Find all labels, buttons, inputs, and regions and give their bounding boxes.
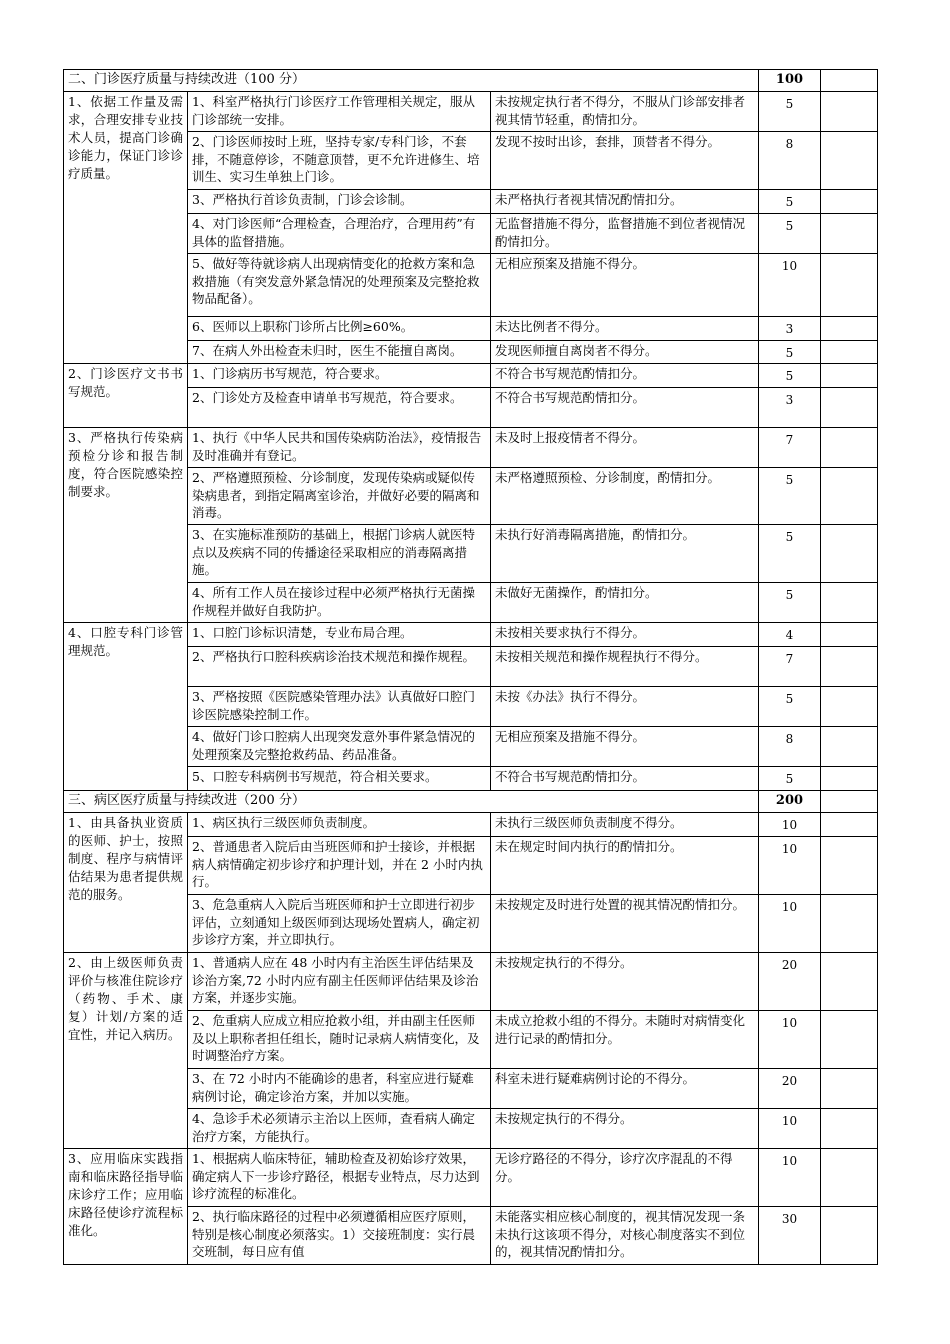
item-cell: [188, 1207, 491, 1265]
blank-cell: [821, 1069, 878, 1109]
item-text: 7、在病人外出检查未归时，医生不能擅自离岗。: [192, 342, 463, 358]
criteria-cell: 未严格执行者视其情况酌情扣分。: [491, 190, 759, 214]
item-cell: 2、严格遵照预检、分诊制度，发现传染病或疑似传染病患者，到指定隔离室诊治，并做好必要的隔离和消毒。: [188, 468, 491, 525]
blank-cell: [821, 687, 878, 727]
item-cell: [188, 340, 491, 364]
item-cell: 4、做好门诊口腔病人出现突发意外事件紧急情况的处理预案及完整抢救药品、药品准备。: [188, 727, 491, 767]
criteria-cell: 无诊疗路径的不得分，诊疗次序混乱的不得分。: [491, 1149, 759, 1207]
criteria-cell: 未按规定执行的不得分。: [491, 1109, 759, 1149]
section-total-score: 200: [759, 791, 821, 813]
item-cell: 1、科室严格执行门诊医疗工作管理相关规定，服从门诊部统一安排。: [188, 92, 491, 132]
criteria-cell: 未达比例者不得分。: [491, 317, 759, 341]
blank-cell: [821, 92, 878, 132]
item-cell: 4、急诊手术必须请示主治以上医师，查看病人确定治疗方案，方能执行。: [188, 1109, 491, 1149]
item-cell: 3、危急重病人入院后当班医师和护士立即进行初步评估，立刻通知上级医师到达现场处置病人，确定初步诊疗方案，并立即执行。: [188, 895, 491, 953]
item-cell: 3、严格执行首诊负责制，门诊会诊制。: [188, 190, 491, 214]
item-cell: 1、根据病人临床特征，辅助检查及初始诊疗效果，确定病人下一步诊疗路径，根据专业特点，尽力达到诊疗流程的标准化。: [188, 1149, 491, 1207]
item-cell: 6、医师以上职称门诊所占比例≥60%。: [188, 317, 491, 341]
blank-cell: [821, 727, 878, 767]
item-cell: 1、口腔门诊标识清楚，专业布局合理。: [188, 623, 491, 647]
blank-cell: [821, 813, 878, 837]
item-cell: 2、严格执行口腔科疾病诊治技术规范和操作规程。: [188, 647, 491, 687]
score-cell: 5: [759, 468, 821, 525]
score-cell: 10: [759, 1109, 821, 1149]
blank-cell: [821, 132, 878, 190]
blank-cell: [821, 340, 878, 364]
score-cell: 5: [759, 583, 821, 623]
score-cell: 5: [759, 214, 821, 254]
item-cell: 4、所有工作人员在接诊过程中必须严格执行无菌操作规程并做好自我防护。: [188, 583, 491, 623]
blank-cell: [821, 364, 878, 388]
score-cell: 3: [759, 317, 821, 341]
blank-cell: [821, 190, 878, 214]
blank-cell: [821, 953, 878, 1011]
score-cell: 7: [759, 647, 821, 687]
score-cell: 4: [759, 623, 821, 647]
blank-cell: [821, 1011, 878, 1069]
blank-cell: [821, 1109, 878, 1149]
blank-cell: [821, 767, 878, 791]
blank-cell: [821, 468, 878, 525]
criteria-cell: 未按规定执行的不得分。: [491, 953, 759, 1011]
score-cell: 5: [759, 364, 821, 388]
category-cell: 3、应用临床实践指南和临床路径指导临床诊疗工作；应用临床路径使诊疗流程标准化。: [64, 1149, 188, 1265]
category-cell: 2、由上级医师负责评价与核准住院诊疗（药物、手术、康复）计划/方案的适宜性，并记入病历。: [64, 953, 188, 1149]
score-cell: 5: [759, 190, 821, 214]
category-cell: 1、依据工作量及需求，合理安排专业技术人员，提高门诊确诊能力，保证门诊诊疗质量。: [64, 92, 188, 364]
item-cell: 2、门诊医师按时上班，坚持专家/专科门诊，不套排，不随意停诊，不随意顶替，更不允许进修生、培训生、实习生单独上门诊。: [188, 132, 491, 190]
criteria-cell: 无相应预案及措施不得分。: [491, 727, 759, 767]
score-cell: 5: [759, 687, 821, 727]
criteria-cell: 未按相关规范和操作规程执行不得分。: [491, 647, 759, 687]
criteria-cell: 未能落实相应核心制度的，视其情况发现一条未执行这该项不得分，对核心制度落实不到位的，视其情况酌情扣分。: [491, 1207, 759, 1265]
score-cell: 5: [759, 525, 821, 583]
item-cell: 2、危重病人应成立相应抢救小组，并由副主任医师及以上职称者担任组长，随时记录病人病情变化，及时调整治疗方案。: [188, 1011, 491, 1069]
blank-cell: [821, 428, 878, 468]
criteria-cell: 不符合书写规范酌情扣分。: [491, 364, 759, 388]
item-cell: 5、口腔专科病例书写规范，符合相关要求。: [188, 767, 491, 791]
blank-cell: [821, 1207, 878, 1265]
blank-cell: [821, 837, 878, 895]
blank-cell: [821, 647, 878, 687]
score-cell: 8: [759, 132, 821, 190]
criteria-cell: 未成立抢救小组的不得分。未随时对病情变化进行记录的酌情扣分。: [491, 1011, 759, 1069]
score-cell: 20: [759, 1069, 821, 1109]
item-text: 2、执行临床路径的过程中必须遵循相应医疗原则，特别是核心制度必须落实。1）交接班制度：实行晨交班制，每日应有值: [192, 1209, 475, 1259]
item-cell: 3、在 72 小时内不能确诊的患者，科室应进行疑难病例讨论，确定诊治方案，并加以实施。: [188, 1069, 491, 1109]
criteria-cell: 无监督措施不得分，监督措施不到位者视情况酌情扣分。: [491, 214, 759, 254]
score-cell: 3: [759, 388, 821, 428]
score-cell: 20: [759, 953, 821, 1011]
criteria-cell: 未按《办法》执行不得分。: [491, 687, 759, 727]
section-title: 二、门诊医疗质量与持续改进（100 分）: [64, 70, 759, 92]
score-cell: 8: [759, 727, 821, 767]
score-cell: 30: [759, 1207, 821, 1265]
blank-cell: [821, 70, 878, 92]
category-cell: 1、由具备执业资质的医师、护士，按照制度、程序与病情评估结果为患者提供规范的服务。: [64, 813, 188, 953]
criteria-cell: 未按规定执行者不得分，不服从门诊部安排者视其情节轻重，酌情扣分。: [491, 92, 759, 132]
criteria-cell: 未及时上报疫情者不得分。: [491, 428, 759, 468]
score-cell: 5: [759, 92, 821, 132]
criteria-cell: 发现医师擅自离岗者不得分。: [491, 340, 759, 364]
criteria-cell: 不符合书写规范酌情扣分。: [491, 388, 759, 428]
score-cell: 10: [759, 895, 821, 953]
blank-cell: [821, 317, 878, 341]
score-cell: 5: [759, 767, 821, 791]
item-cell: 2、门诊处方及检查申请单书写规范，符合要求。: [188, 388, 491, 428]
category-cell: 4、口腔专科门诊管理规范。: [64, 623, 188, 791]
item-cell: 5、做好等待就诊病人出现病情变化的抢救方案和急救措施（有突发意外紧急情况的处理预案及完整抢救物品配备）。: [188, 254, 491, 317]
criteria-cell: 科室未进行疑难病例讨论的不得分。: [491, 1069, 759, 1109]
item-cell: 1、执行《中华人民共和国传染病防治法》，疫情报告及时准确并有登记。: [188, 428, 491, 468]
section-total-score: 100: [759, 70, 821, 92]
blank-cell: [821, 254, 878, 317]
blank-cell: [821, 623, 878, 647]
blank-cell: [821, 214, 878, 254]
item-cell: 3、严格按照《医院感染管理办法》认真做好口腔门诊医院感染控制工作。: [188, 687, 491, 727]
item-cell: 1、门诊病历书写规范，符合要求。: [188, 364, 491, 388]
category-cell: 2、门诊医疗文书书写规范。: [64, 364, 188, 428]
assessment-table: [63, 69, 878, 1265]
criteria-cell: 未按规定及时进行处置的视其情况酌情扣分。: [491, 895, 759, 953]
score-cell: 10: [759, 254, 821, 317]
blank-cell: [821, 583, 878, 623]
item-cell: 3、在实施标准预防的基础上，根据门诊病人就医特点以及疾病不同的传播途径采取相应的消毒隔离措施。: [188, 525, 491, 583]
score-cell: 10: [759, 1011, 821, 1069]
score-cell: 10: [759, 813, 821, 837]
blank-cell: [821, 525, 878, 583]
criteria-cell: 未执行好消毒隔离措施，酌情扣分。: [491, 525, 759, 583]
score-cell: 10: [759, 1149, 821, 1207]
criteria-cell: 无相应预案及措施不得分。: [491, 254, 759, 317]
item-cell: 1、普通病人应在 48 小时内有主治医生评估结果及诊治方案,72 小时内应有副主任医师评估结果及诊治方案，并逐步实施。: [188, 953, 491, 1011]
score-cell: 7: [759, 428, 821, 468]
criteria-cell: 不符合书写规范酌情扣分。: [491, 767, 759, 791]
category-cell: 3、严格执行传染病预检分诊和报告制度，符合医院感染控制要求。: [64, 428, 188, 623]
section-title: 三、病区医疗质量与持续改进（200 分）: [64, 791, 759, 813]
item-cell: 1、病区执行三级医师负责制度。: [188, 813, 491, 837]
blank-cell: [821, 1149, 878, 1207]
score-cell: 10: [759, 837, 821, 895]
criteria-cell: 未在规定时间内执行的酌情扣分。: [491, 837, 759, 895]
blank-cell: [821, 791, 878, 813]
criteria-cell: 未做好无菌操作，酌情扣分。: [491, 583, 759, 623]
item-cell: 4、对门诊医师“合理检查，合理治疗，合理用药”有具体的监督措施。: [188, 214, 491, 254]
score-cell: 5: [759, 340, 821, 364]
criteria-cell: 未严格遵照预检、分诊制度，酌情扣分。: [491, 468, 759, 525]
blank-cell: [821, 895, 878, 953]
criteria-cell: 未按相关要求执行不得分。: [491, 623, 759, 647]
criteria-cell: 发现不按时出诊，套排，顶替者不得分。: [491, 132, 759, 190]
criteria-cell: 未执行三级医师负责制度不得分。: [491, 813, 759, 837]
item-cell: 2、普通患者入院后由当班医师和护士接诊，并根据病人病情确定初步诊疗和护理计划，并在 2 小时内执行。: [188, 837, 491, 895]
blank-cell: [821, 388, 878, 428]
